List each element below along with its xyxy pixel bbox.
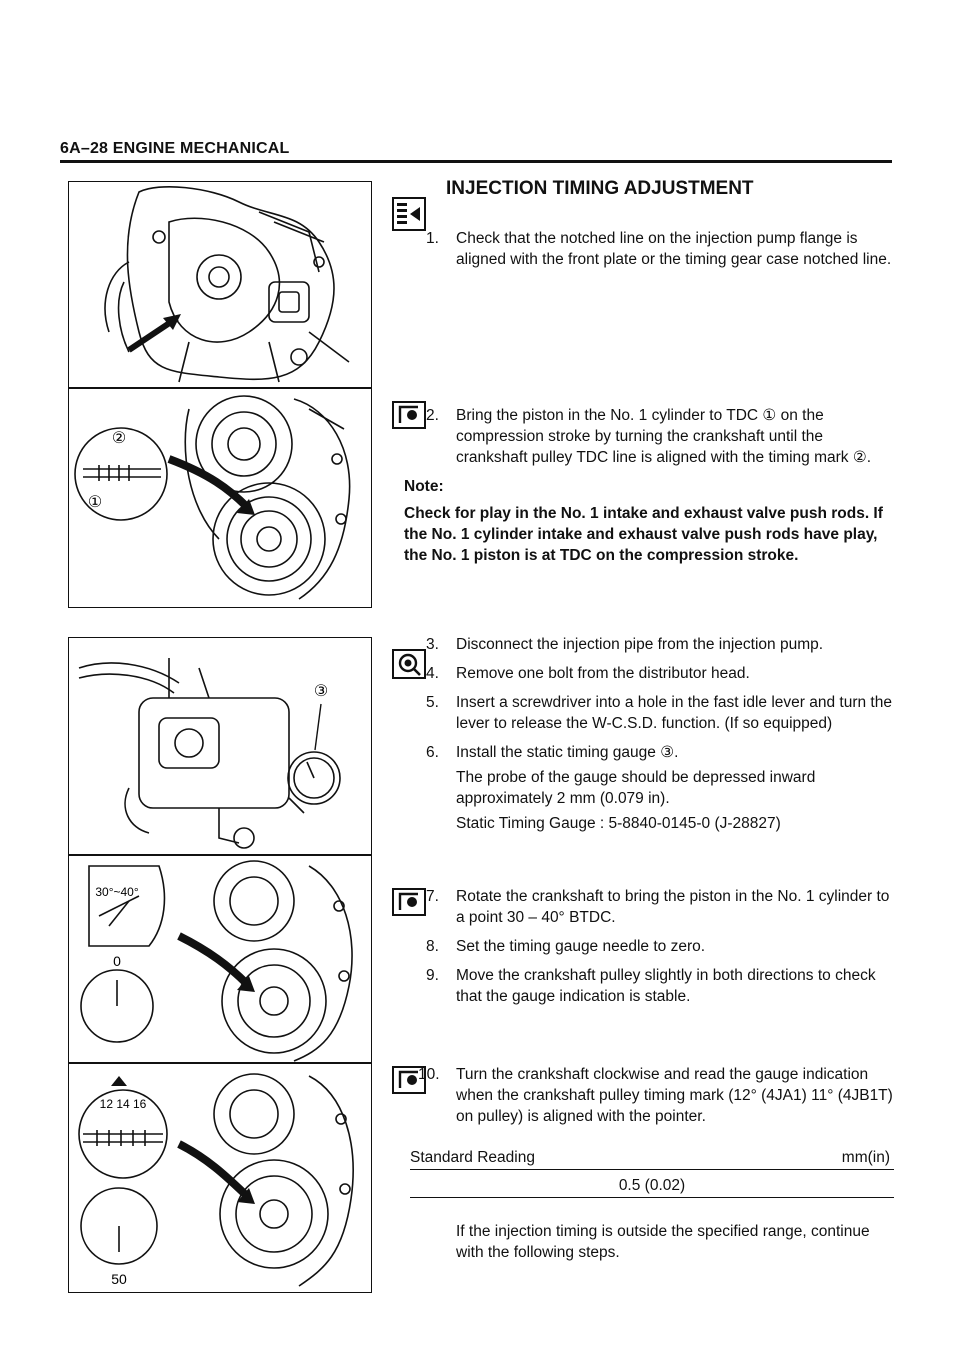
note-text: Check for play in the No. 1 intake and exhaust valve push rods. If the No. 1 cylinder intake and exhaust valve push rods have play, the No. 1 piston is at TDC on the compression stroke. xyxy=(404,505,883,564)
header-rule xyxy=(60,160,892,163)
step-text: Move the crankshaft pulley slightly in both directions to check that the gauge indication is stable. xyxy=(456,967,876,1005)
step-number: 5. xyxy=(426,694,439,711)
step-number: 2. xyxy=(426,407,439,424)
step-2 xyxy=(404,405,894,468)
timing-adjust-icon xyxy=(392,197,426,231)
figure-label-tdc: ① xyxy=(87,494,103,511)
step-number: 4. xyxy=(426,665,439,682)
step-text: Turn the crankshaft clockwise and read the gauge indication when the crankshaft pulley timing mark (12° (4JA1) 11° (4JB1T) on pulley) is aligned with the pointer. xyxy=(456,1066,893,1125)
step-10 xyxy=(404,1064,894,1127)
step-number: 8. xyxy=(426,938,439,955)
spec-header xyxy=(410,1149,894,1170)
step-number: 3. xyxy=(426,636,439,653)
step-5 xyxy=(404,692,894,734)
step-text: Check that the notched line on the injection pump flange is aligned with the front plate or the timing gear case notched line. xyxy=(456,230,892,268)
crankshaft-pulley-illustration xyxy=(69,389,371,607)
step-number: 7. xyxy=(426,888,439,905)
step-4 xyxy=(404,663,894,684)
figure-static-timing-gauge xyxy=(68,637,372,855)
dial-reading-label: 50 xyxy=(111,1271,127,1287)
page-title: 6A–28 ENGINE MECHANICAL xyxy=(60,140,290,157)
step-6 xyxy=(404,742,894,763)
step-text: Set the timing gauge needle to zero. xyxy=(456,938,706,955)
note-label: Note: xyxy=(404,478,444,495)
section-title: INJECTION TIMING ADJUSTMENT xyxy=(446,178,754,199)
step-3 xyxy=(404,634,894,655)
page-header xyxy=(60,140,892,158)
timing-marks-label: 12 14 16 xyxy=(99,1097,147,1111)
step-6-detail: The probe of the gauge should be depressed inward approximately 2 mm (0.079 in). xyxy=(456,769,816,807)
timing-reading-illustration xyxy=(69,1064,371,1292)
followup-text: If the injection timing is outside the specified range, continue with the following steps. xyxy=(456,1223,870,1261)
injection-pump-illustration xyxy=(69,182,371,387)
step-block-5 xyxy=(404,1064,894,1135)
step-block-3 xyxy=(404,634,894,842)
figure-timing-mark-reading xyxy=(68,1063,372,1293)
step-number: 9. xyxy=(426,967,439,984)
btdc-illustration xyxy=(69,856,371,1062)
step-8 xyxy=(404,936,894,957)
step-text: Rotate the crankshaft to bring the piston in the No. 1 cylinder to a point 30 – 40° BTDC. xyxy=(456,888,890,926)
step-block-4 xyxy=(404,886,894,1015)
figure-label-timing-mark: ② xyxy=(111,430,127,447)
figure-injection-pump xyxy=(68,181,372,388)
angle-range-label: 30°~40° xyxy=(95,885,139,899)
timing-gauge-illustration xyxy=(69,638,371,854)
figure-crankshaft-tdc xyxy=(68,388,372,608)
step-7 xyxy=(404,886,894,928)
step-9 xyxy=(404,965,894,1007)
step-number: 6. xyxy=(426,744,439,761)
step-block-2 xyxy=(404,405,894,566)
step-text: Remove one bolt from the distributor head. xyxy=(456,665,750,682)
step-text: Disconnect the injection pipe from the injection pump. xyxy=(456,636,824,653)
step-number: 10. xyxy=(418,1066,440,1083)
figure-btdc-position xyxy=(68,855,372,1063)
step-1 xyxy=(404,228,894,270)
spec-label: Standard Reading xyxy=(410,1149,535,1166)
spec-unit: mm(in) xyxy=(841,1149,890,1166)
step-text: Install the static timing gauge ③. xyxy=(456,744,679,761)
figure-label-gauge: ③ xyxy=(313,683,329,700)
spec-value: 0.5 (0.02) xyxy=(410,1177,894,1198)
step-text: Insert a screwdriver into a hole in the fast idle lever and turn the lever to release the W-C.S.D. function. (If so equipped) xyxy=(456,694,892,732)
step-number: 1. xyxy=(426,230,439,247)
dial-zero-label: 0 xyxy=(113,953,121,969)
step-block-1 xyxy=(404,228,894,278)
step-text: Bring the piston in the No. 1 cylinder to TDC ① on the compression stroke by turning the crankshaft until the crankshaft pulley TDC line is aligned with the timing mark ②. xyxy=(456,407,872,466)
step-6-tool: Static Timing Gauge : 5-8840-0145-0 (J-28827) xyxy=(456,815,781,832)
